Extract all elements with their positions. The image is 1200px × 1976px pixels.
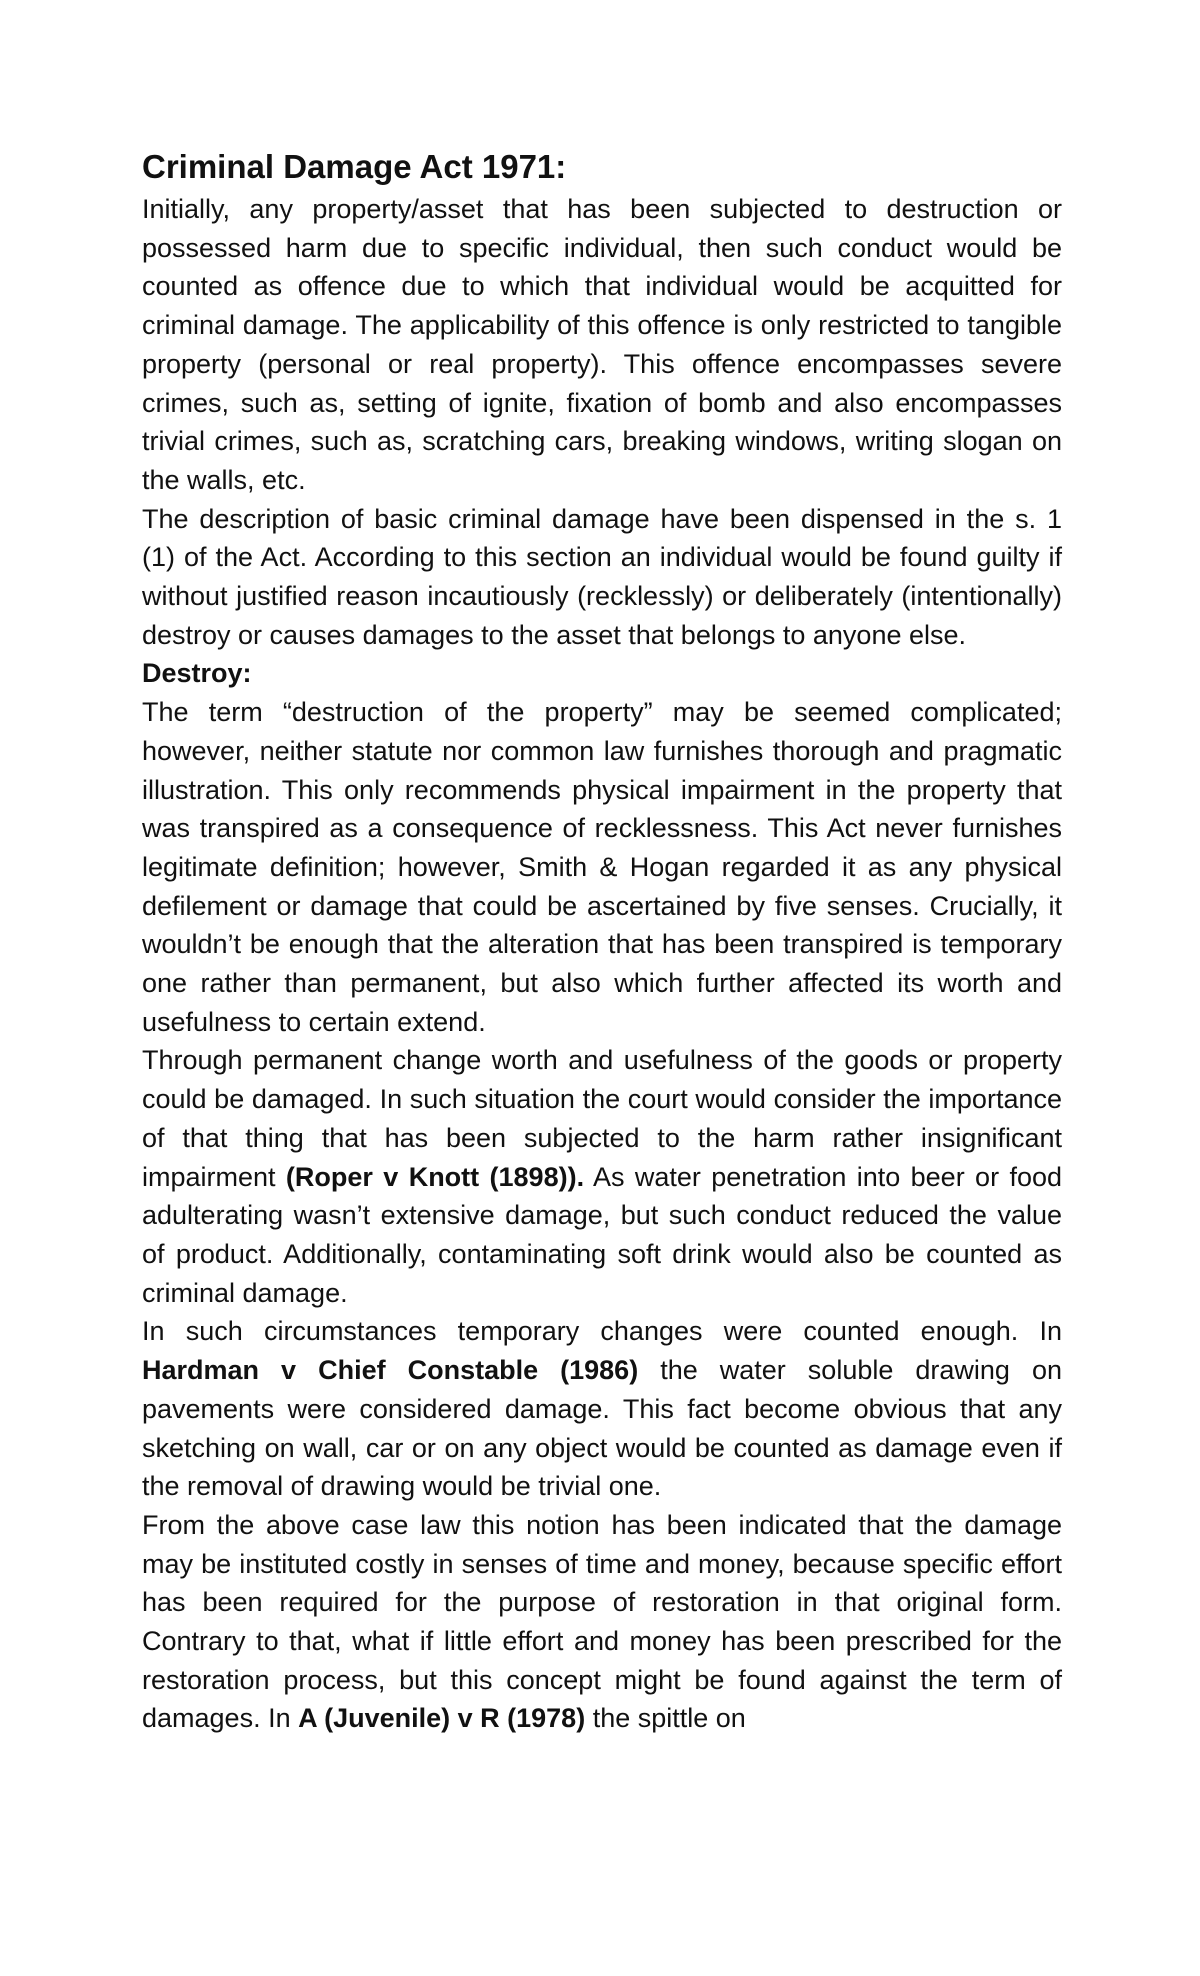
paragraph-basic-criminal-damage: The description of basic criminal damage have been dispensed in the s. 1 (1) of the Act. According to this section an individual would be found guilty if without justified reason incautiously (recklessly) or deliberately (intentionally) destroy or causes damages to the asset that belongs to anyone else. <box>142 503 1062 650</box>
paragraph-restoration-cost <box>142 1506 1062 1738</box>
paragraph-temporary-changes <box>142 1312 1062 1506</box>
case-citation-hardman-v-chief-constable: Hardman v Chief Constable (1986) <box>142 1355 639 1386</box>
paragraph-permanent-change <box>142 1041 1062 1312</box>
subheading-destroy: Destroy: <box>142 658 252 689</box>
document-title: Criminal Damage Act 1971: <box>142 148 567 185</box>
case-citation-roper-v-knott: (Roper v Knott (1898)). <box>285 1161 585 1192</box>
paragraph-text: As water penetration into beer or food adulterating wasn’t extensive damage, but such conduct reduced the value of product. Additionally, contaminating soft drink would also be counted as criminal damage. <box>142 1161 1062 1308</box>
paragraph-introduction: Initially, any property/asset that has been subjected to destruction or possessed harm due to specific individual, then such conduct would be counted as offence due to which that individual would be acquitted for criminal damage. The applicability of this offence is only restricted to tangible property (personal or real property). This offence encompasses severe crimes, such as, setting of ignite, fixation of bomb and also encompasses trivial crimes, such as, scratching cars, breaking windows, writing slogan on the walls, etc. <box>142 194 1062 495</box>
paragraph-text: From the above case law this notion has been indicated that the damage may be instituted costly in senses of time and money, because specific effort has been required for the purpose of restoration in that original form. Contrary to that, what if little effort and money has been prescribed for the restoration process, but this concept might be found against the term of damages. In <box>142 1509 1062 1734</box>
paragraph-destruction-definition: The term “destruction of the property” may be seemed complicated; however, neither statute nor common law furnishes thorough and pragmatic illustration. This only recommends physical impairment in the property that was transpired as a consequence of recklessness. This Act never furnishes legitimate definition; however, Smith & Hogan regarded it as any physical defilement or damage that could be ascertained by five senses. Crucially, it wouldn’t be enough that the alteration that has been transpired is temporary one rather than permanent, but also which further affected its worth and usefulness to certain extend. <box>142 697 1062 1037</box>
paragraph-text: the water soluble drawing on pavements were considered damage. This fact become obvious that any sketching on wall, car or on any object would be counted as damage even if the removal of drawing would be trivial one. <box>142 1355 1062 1502</box>
paragraph-text: Through permanent change worth and usefulness of the goods or property could be damaged. In such situation the court would consider the importance of that thing that has been subjected to the harm rather insignificant impairment <box>142 1045 1062 1192</box>
paragraph-text: In such circumstances temporary changes were counted enough. In <box>142 1316 1062 1347</box>
case-citation-a-juvenile-v-r: A (Juvenile) v R (1978) <box>298 1703 586 1734</box>
document-page <box>142 146 1062 1738</box>
paragraph-text: the spittle on <box>585 1703 746 1734</box>
